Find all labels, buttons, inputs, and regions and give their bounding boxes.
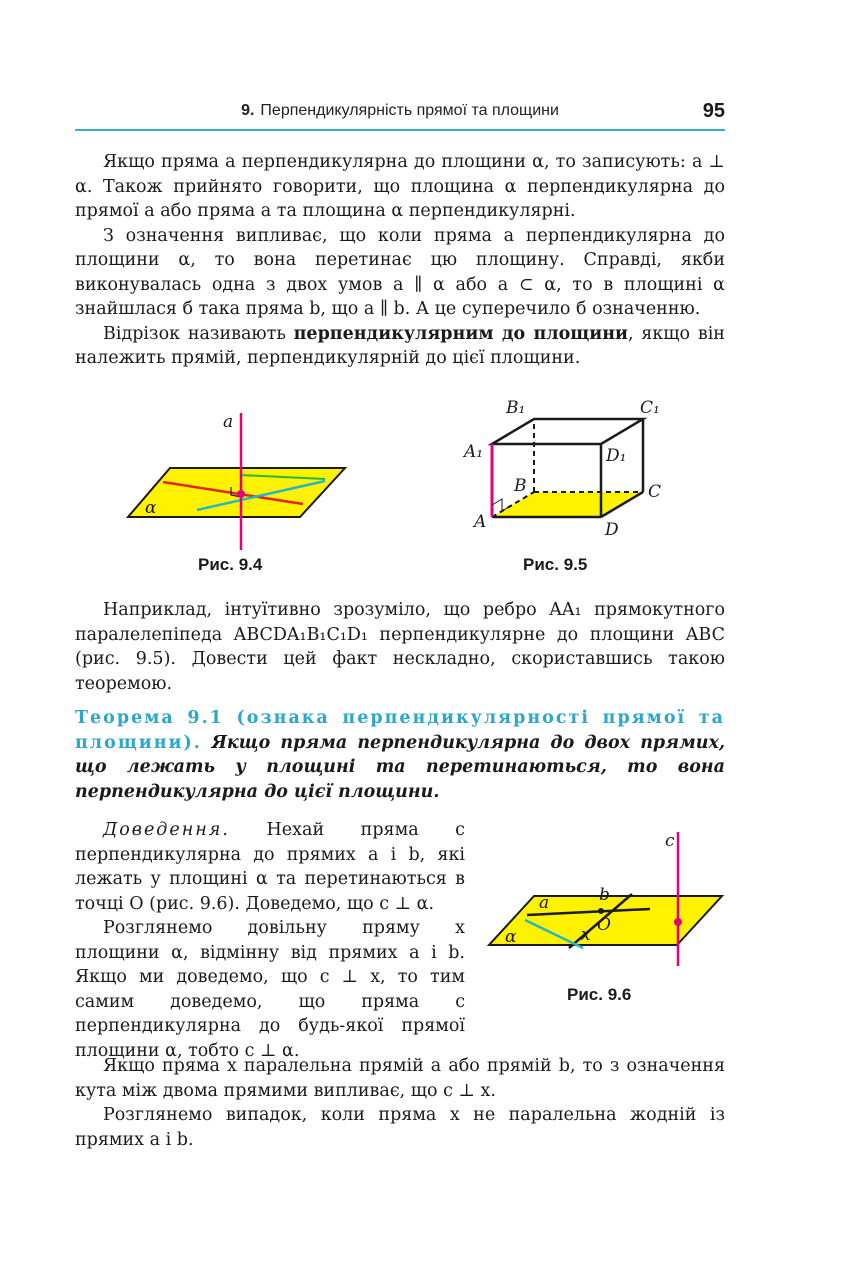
proof-text: [75, 818, 465, 1063]
label-a-96: a: [539, 893, 550, 913]
label-B1: B₁: [506, 398, 526, 418]
label-alpha-96: α: [505, 927, 517, 947]
proof-label: Доведення.: [103, 820, 230, 840]
paragraph-4: Наприклад, інтуїтивно зрозуміло, що ребро AA₁ прямокутного паралелепіпеда ABCDA₁B₁C₁D₁ перпендикулярне до площини ABC (рис. 9.5). Довести цей факт нескладно, скориставшись такою теоремою.: [75, 600, 725, 694]
p3-before: Відрізок називають: [103, 323, 286, 344]
label-D1: D₁: [606, 446, 627, 466]
proof-paragraph-3: Якщо пряма x паралельна прямій a або прямій b, то з означення кута між двома прямими випливає, що c ⊥ x.: [75, 1056, 725, 1101]
proof-paragraph-1: [75, 818, 465, 916]
closing-text: [75, 1054, 725, 1152]
caption-fig-9-4: Рис. 9.4: [198, 555, 263, 574]
label-D: D: [605, 520, 619, 540]
figure-9-6: [487, 828, 727, 978]
header-rule: [75, 129, 725, 131]
label-alpha: α: [145, 498, 157, 518]
label-a: a: [223, 412, 234, 432]
p3-after: , якщо він належить прямій, перпендикулярній до цієї площини.: [75, 323, 725, 368]
chapter-title: Перпендикулярність прямої та площини: [260, 102, 559, 119]
intro-text: [75, 150, 725, 371]
page-number: 95: [702, 100, 725, 122]
label-B: B: [514, 476, 527, 496]
top-face: [492, 419, 643, 444]
point-O: [598, 908, 604, 914]
point-c-foot: [674, 918, 682, 926]
intersection-point: [237, 490, 245, 498]
theorem-9-1: [75, 706, 725, 804]
caption-fig-9-6: Рис. 9.6: [567, 985, 632, 1004]
label-O: O: [597, 915, 611, 935]
label-C: C: [648, 482, 662, 502]
running-header: [75, 100, 725, 126]
paragraph-3: [75, 322, 725, 371]
label-A1: A₁: [464, 442, 484, 462]
term-perpendicular: перпендикулярним до площини: [293, 323, 628, 344]
chapter-number: 9.: [241, 102, 255, 119]
figure-9-5: [460, 395, 680, 545]
label-A: A: [474, 512, 487, 532]
label-C1: C₁: [640, 398, 660, 418]
label-x: x: [581, 925, 591, 945]
proof-p1-text: Нехай пряма c перпендикулярна до прямих a і b, які лежать у площині α та перетинаються в точці O (рис. 9.6). Доведемо, що c ⊥ α.: [75, 820, 465, 914]
example-text: [75, 598, 725, 696]
theorem-heading: Теорема 9.1 (ознака перпендикулярності прямої та площини).: [75, 708, 725, 753]
theorem-statement: Якщо пряма перпендикулярна до двох прямих, що лежать у площині та перетинаються, то вона перпендикулярна до цієї площини.: [75, 732, 725, 802]
paragraph-1: Якщо пряма a перпендикулярна до площини α, то записують: a ⊥ α. Також прийнято говорити, що площина α перпендикулярна до прямої a або пряма a та площина α перпендикулярні.: [75, 152, 725, 221]
label-c: c: [665, 831, 675, 851]
proof-paragraph-2: Розглянемо довільну пряму x площини α, відмінну від прямих a і b. Якщо ми доведемо, що c ⊥ x, то тим самим доведемо, що пряма c перпендикулярна до будь-якої прямої площини α, тобто c ⊥ α.: [75, 918, 465, 1061]
figure-9-4: [125, 405, 355, 555]
proof-paragraph-4: Розглянемо випадок, коли пряма x не паралельна жодній із прямих a і b.: [75, 1105, 725, 1150]
caption-fig-9-5: Рис. 9.5: [523, 555, 588, 574]
paragraph-2: З означення випливає, що коли пряма a перпендикулярна до площини α, то вона перетинає цю площину. Справді, якби виконувалась одна з двох умов a ∥ α або a ⊂ α, то в площині α знайшлася б така пряма b, що a ∥ b. А це суперечило б означенню.: [75, 225, 725, 319]
chapter-heading: [75, 102, 725, 120]
label-b-96: b: [599, 885, 610, 905]
